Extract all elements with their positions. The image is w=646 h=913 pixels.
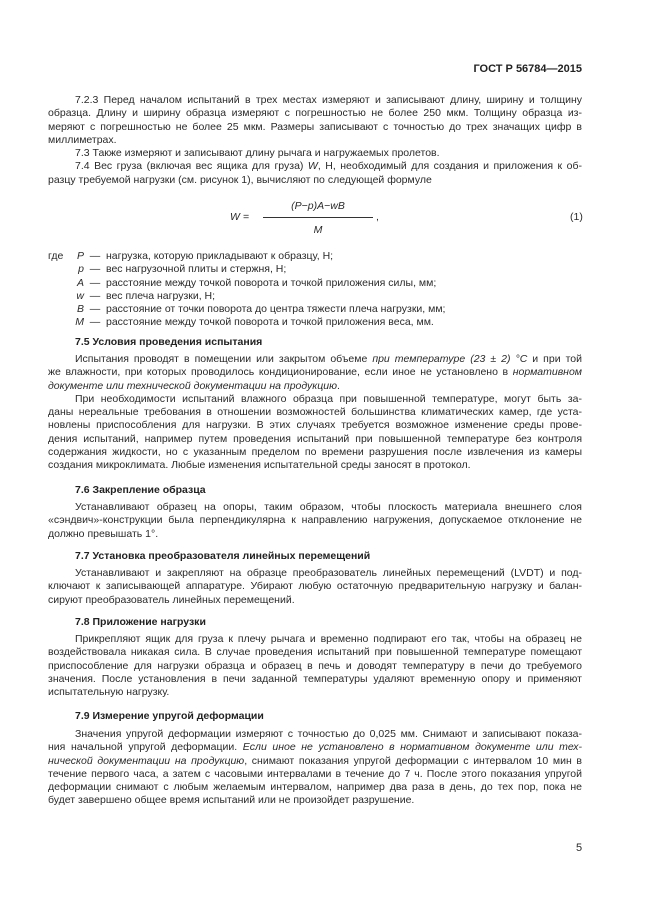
text-line xyxy=(48,794,582,807)
fraction-bar xyxy=(263,217,373,218)
text-line xyxy=(48,459,582,472)
italic-text: Если иное не установлено в нормативном документе или тех- xyxy=(242,741,582,754)
text-line xyxy=(48,134,582,147)
text-line xyxy=(48,393,582,406)
em-dash: — xyxy=(89,250,101,262)
em-dash: — xyxy=(89,276,101,289)
text-line xyxy=(48,353,582,366)
text-run: Устанавливают и закрепляют на образце преобразователь линейных перемещений (LVDT) и под- xyxy=(75,567,582,579)
paragraph xyxy=(48,501,582,541)
text-line xyxy=(48,728,582,741)
text-line xyxy=(48,567,582,580)
text-run: ключают к записывающей аппаратуре. Убирают любую остаточную предварительную нагрузку и балан- xyxy=(48,580,582,593)
text-line xyxy=(48,580,582,593)
definition-text: расстояние между точкой поворота и точкой приложения силы, мм; xyxy=(106,276,437,289)
text-run: При необходимости испытаний влажного образца при повышенной температуре, могут быть за- xyxy=(75,392,582,405)
text-run: же влажности, при которых проводилось кондиционирование, если иное не установлено в xyxy=(48,366,513,379)
text-line xyxy=(48,419,582,432)
paragraph xyxy=(48,728,582,808)
text-line xyxy=(48,121,582,134)
definition-item xyxy=(48,316,445,329)
text-line xyxy=(48,660,582,673)
text-run: течение первого часа, а затем с часовыми интервалами в течение до 7 ч. После этого показания упругой xyxy=(48,767,582,780)
definition-item xyxy=(48,277,445,290)
italic-text: нормативном xyxy=(512,366,582,379)
paragraph xyxy=(48,353,582,393)
em-dash: — xyxy=(89,289,101,302)
variable-symbol: w xyxy=(76,289,84,302)
text-run: дения испытаний, например путем проведения испытаний при повышенной температуре без контроля xyxy=(48,432,582,445)
where-label: где xyxy=(48,250,64,262)
section-body xyxy=(48,501,582,541)
text-run: ния начальной упругой деформации. xyxy=(48,741,243,754)
formula-numerator: (P−p)A−wB xyxy=(291,200,345,212)
text-line xyxy=(48,380,582,393)
text-run: сируют преобразователь линейных перемещений. xyxy=(48,593,295,606)
text-run: испытательную нагрузку. xyxy=(48,686,170,699)
text-run: «сэндвич»-конструкции была перпендикулярна к направлению нагружения, допускаемое отклонение не xyxy=(48,514,582,527)
text-run: создания микроклимата. Любые изменения испытательной среды заносят в протокол. xyxy=(48,459,471,472)
equation-number: (1) xyxy=(570,211,583,223)
text-run: миллиметрах. xyxy=(48,133,117,146)
text-run: должно превышать 1°. xyxy=(48,527,159,540)
variable-symbol: p xyxy=(78,263,84,276)
definition-text: вес плеча нагрузки, Н; xyxy=(106,289,216,302)
text-line xyxy=(48,646,582,659)
text-line xyxy=(48,446,582,459)
section-heading: 7.7 Установка преобразователя линейных перемещений xyxy=(75,550,371,562)
paragraph xyxy=(48,633,582,699)
variable-symbol: M xyxy=(75,316,84,329)
definition-item xyxy=(48,263,445,276)
text-line xyxy=(48,94,582,107)
definition-text: вес нагрузочной плиты и стержня, Н; xyxy=(106,263,287,276)
definition-item xyxy=(48,250,445,263)
section-heading: 7.6 Закрепление образца xyxy=(75,484,206,496)
text-line xyxy=(48,514,582,527)
em-dash: — xyxy=(89,316,101,329)
text-line xyxy=(48,433,582,446)
definition-text: нагрузка, которую прикладывают к образцу, Н; xyxy=(106,250,334,262)
text-run: . xyxy=(337,379,340,392)
text-run: воздействовала никакая сила. В случае проведения испытаний при повышенной температуре помещают xyxy=(48,646,582,659)
variable-symbol: A xyxy=(76,276,84,289)
paragraph xyxy=(48,147,582,160)
text-run: , снимают показания упругой деформации с интервалом 10 мин в xyxy=(244,754,582,767)
text-line xyxy=(48,366,582,379)
definition-text: расстояние от точки поворота до центра тяжести плеча нагрузки, мм; xyxy=(106,303,446,316)
definition-item xyxy=(48,290,445,303)
formula-denominator: M xyxy=(313,224,323,236)
text-run: меряют с погрешностью не более 25 мкм. Размеры записывают с точностью до трех значащих цифр в xyxy=(48,120,582,133)
text-line xyxy=(48,673,582,686)
paragraph xyxy=(48,94,582,147)
definition-text: расстояние между точкой поворота и точкой приложения веса, мм. xyxy=(106,316,434,329)
section-heading: 7.9 Измерение упругой деформации xyxy=(75,710,264,722)
text-run: содержания жидкости, но с указанным пределом по времени разрушения после извлечения из камеры xyxy=(48,446,582,459)
italic-text: документе или технической документации на продукцию xyxy=(48,379,338,392)
italic-text: нической документации на продукцию xyxy=(48,754,245,767)
text-line xyxy=(48,594,582,607)
variable-symbol: P xyxy=(76,250,84,262)
variable-symbol: B xyxy=(76,303,84,316)
section-body xyxy=(48,567,582,607)
section-heading: 7.8 Приложение нагрузки xyxy=(75,616,206,628)
italic-text: при температуре (23 ± 2) °С xyxy=(372,353,528,365)
text-line xyxy=(48,107,582,120)
em-dash: — xyxy=(89,303,101,316)
text-line xyxy=(48,755,582,768)
text-line xyxy=(48,501,582,514)
text-run: 7.3 Также измеряют и записывают длину рычага и нагружаемых пролетов. xyxy=(75,147,440,160)
text-run: деформации снимают с любым желаемым интервалом, например два раза в день, до тех пор, пока не xyxy=(48,781,582,794)
text-line xyxy=(48,633,582,646)
text-run: образца. Длину и ширину образца измеряют с погрешностью не более 250 мкм. Толщину образца из- xyxy=(48,107,582,120)
text-line xyxy=(48,174,582,187)
text-line xyxy=(48,741,582,754)
text-line xyxy=(48,160,582,173)
text-line xyxy=(48,406,582,419)
text-run: значения. После установления в печи заданной температуры удаляют временную опору и применяют xyxy=(48,672,582,685)
variable-definitions xyxy=(48,250,445,330)
text-run: даны нереальные требования в отношении возможностей большинства климатических камер, где уста- xyxy=(48,406,582,419)
paragraph xyxy=(48,160,582,187)
section-heading: 7.5 Условия проведения испытания xyxy=(75,336,263,348)
text-run: 7.4 Вес груза (включая вес ящика для груза) xyxy=(75,160,308,173)
italic-text: W xyxy=(307,160,318,173)
text-run: и при той xyxy=(527,353,582,365)
text-run: разцу требуемой нагрузки (см. рисунок 1), вычисляют по следующей формуле xyxy=(48,173,432,186)
paragraph xyxy=(48,567,582,607)
page-number: 5 xyxy=(576,842,583,854)
text-run: Прикрепляют ящик для груза к плечу рычага и временно подпирают его так, чтобы на образец не xyxy=(75,633,582,645)
text-line xyxy=(48,781,582,794)
text-run: новлены приспособления для нагрузки. В этих случаях требуется возможное изменение среды прове- xyxy=(48,419,582,432)
text-run: приспособление для нагрузки образца и образец в печь и доводят температуру в печи до требуемого xyxy=(48,659,582,672)
section-body xyxy=(48,728,582,808)
formula-comma: , xyxy=(376,211,379,223)
text-run: будет завершено общее время испытаний или не произойдет разрушение. xyxy=(48,794,415,807)
formula-lhs: W = xyxy=(230,211,249,223)
section-body xyxy=(48,633,582,699)
section-body xyxy=(48,353,582,473)
text-line xyxy=(48,147,582,160)
text-line xyxy=(48,768,582,781)
definition-item xyxy=(48,303,445,316)
document-code-header: ГОСТ Р 56784—2015 xyxy=(473,63,582,75)
text-line xyxy=(48,528,582,541)
em-dash: — xyxy=(89,263,101,276)
text-run: 7.2.3 Перед началом испытаний в трех местах измеряют и записывают длину, ширину и толщину xyxy=(75,94,582,106)
text-line xyxy=(48,686,582,699)
paragraph xyxy=(48,393,582,473)
text-run: , Н, необходимый для создания и приложения к об- xyxy=(317,160,582,173)
text-run: Значения упругой деформации измеряют с точностью до 0,025 мм. Снимают и записывают показа- xyxy=(75,728,582,740)
text-run: Устанавливают образец на опоры, таким образом, чтобы плоскость материала внешнего слоя xyxy=(75,501,582,513)
text-run: Испытания проводят в помещении или закрытом объеме xyxy=(75,353,373,365)
intro-paragraphs xyxy=(48,94,582,187)
